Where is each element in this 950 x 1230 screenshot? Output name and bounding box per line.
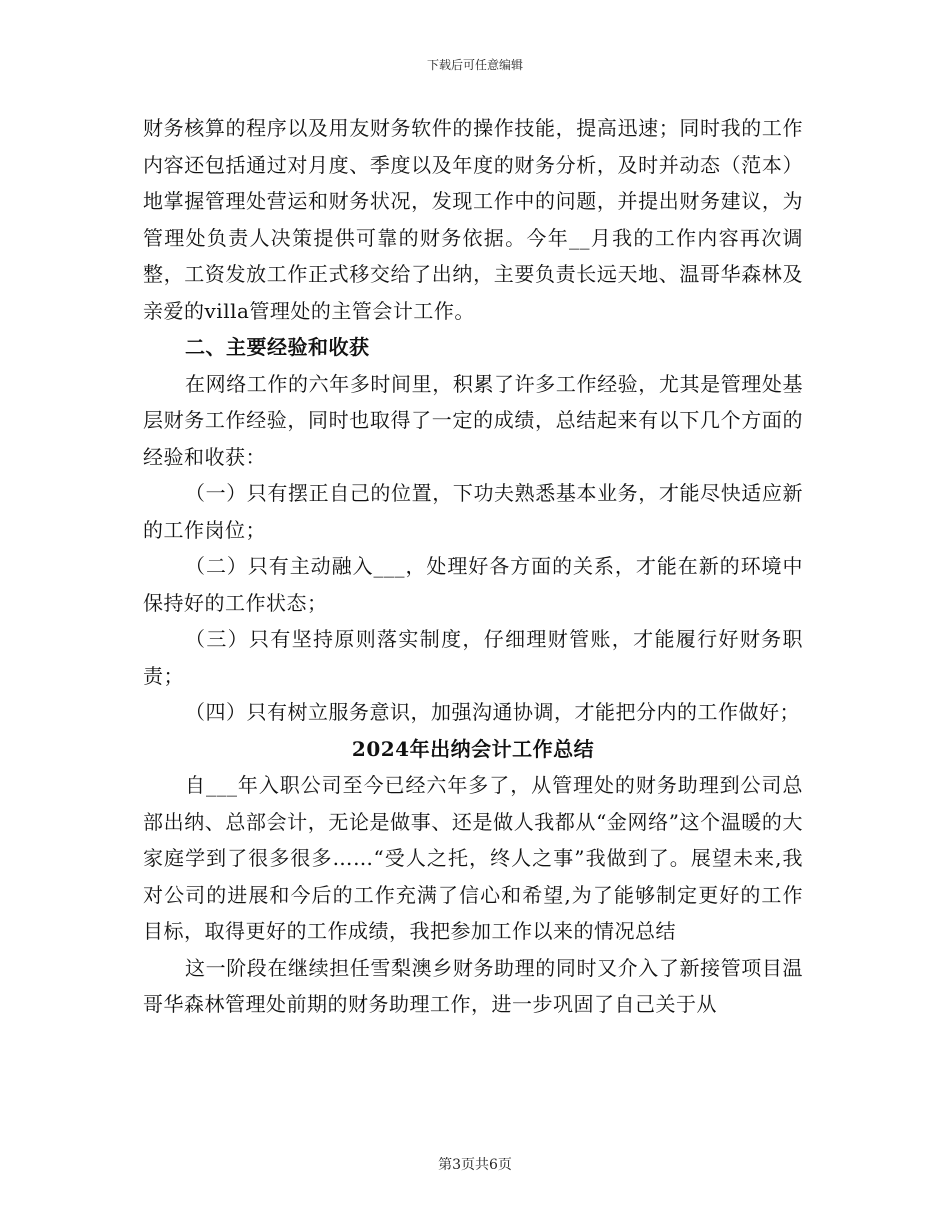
list-item-2: （二）只有主动融入___，处理好各方面的关系，才能在新的环境中保持好的工作状态； <box>143 554 803 615</box>
list-item-3: （三）只有坚持原则落实制度，仔细理财管账，才能履行好财务职责； <box>143 627 803 688</box>
list-item-1: （一）只有摆正自己的位置，下功夫熟悉基本业务，才能尽快适应新的工作岗位； <box>143 481 803 542</box>
document-title: 2024年出纳会计工作总结 <box>351 736 595 761</box>
page-footer: 第3页共6页 <box>438 1157 512 1173</box>
paragraph-1: 财务核算的程序以及用友财务软件的操作技能，提高迅速；同时我的工作内容还包括通过对月度、季度以及年度的财务分析，及时并动态（范本）地掌握管理处营运和财务状况，发现工作中的问题，并提出财务建议，为管理处负责人决策提供可靠的财务依据。今年__月我的工作内容再次调整，工资发放工作正式移交给了出纳，主要负责长远天地、温哥华森林及亲爱的villa管理处的主管会计工作。 <box>143 116 803 323</box>
document-body <box>143 110 803 1023</box>
paragraph-2: 在网络工作的六年多时间里，积累了许多工作经验，尤其是管理处基层财务工作经验，同时也取得了一定的成绩，总结起来有以下几个方面的经验和收获： <box>143 371 803 469</box>
page-header: 下载后可任意编辑 <box>426 58 523 72</box>
paragraph-4: 这一阶段在继续担任雪梨澳乡财务助理的同时又介入了新接管项目温哥华森林管理处前期的财务助理工作，进一步巩固了自己关于从 <box>143 955 803 1016</box>
section-heading: 二、主要经验和收获 <box>185 335 370 359</box>
list-item-4: （四）只有树立服务意识，加强沟通协调，才能把分内的工作做好； <box>185 700 800 724</box>
paragraph-3: 自___年入职公司至今已经六年多了，从管理处的财务助理到公司总部出纳、总部会计，无论是做事、还是做人我都从“金网络”这个温暖的大家庭学到了很多很多……“受人之托，终人之事”我做到了。展望未来,我对公司的进展和今后的工作充满了信心和希望,为了能够制定更好的工作目标，取得更好的工作成绩，我把参加工作以来的情况总结 <box>143 773 803 943</box>
